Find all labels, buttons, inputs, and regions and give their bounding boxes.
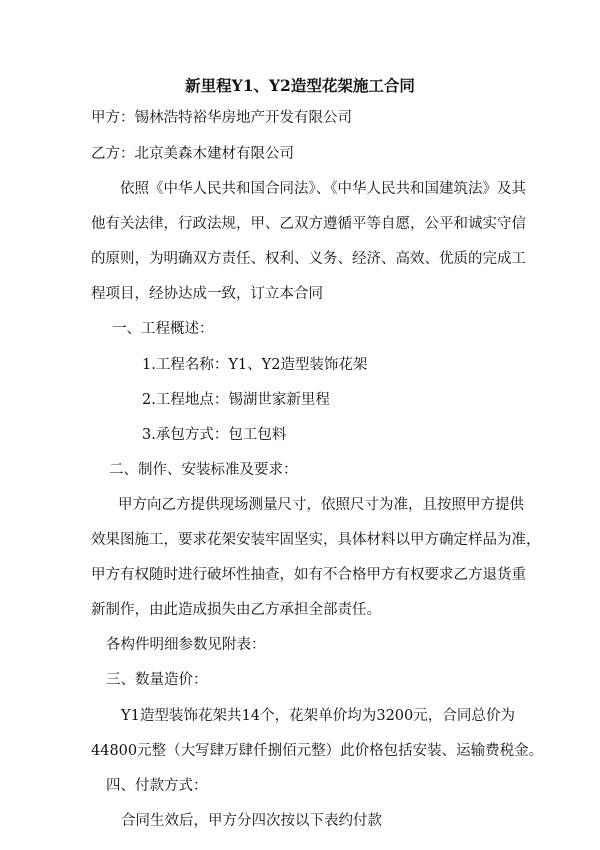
preamble-line-1: 依照《中华人民共和国合同法》、《中华人民共和国建筑法》及其 [120, 181, 526, 197]
section-2-note: 各构件明细参数见附表： [106, 637, 266, 653]
section-1-item-3: 3.承包方式：包工包料 [142, 427, 287, 443]
section-2-heading: 二、制作、安装标准及要求： [109, 462, 298, 478]
section-3-heading: 三、数量造价： [106, 672, 208, 688]
preamble-line-4: 程项目，经协达成一致，订立本合同 [91, 286, 323, 302]
section-2-line-2: 效果图施工，要求花架安装牢固坚实，具体材料以甲方确定样品为准， [91, 532, 541, 548]
section-2-line-4: 新制作，由此造成损失由乙方承担全部责任。 [91, 602, 381, 618]
section-1-item-2: 2.工程地点：锡湖世家新里程 [142, 392, 330, 408]
preamble-line-2: 他有关法律，行政法规，甲、乙双方遵循平等自愿，公平和诚实守信 [91, 216, 526, 232]
section-3-line-1: Y1造型装饰花架共14个，花架单价均为3200元，合同总价为 [121, 708, 515, 724]
section-1-heading: 一、工程概述： [112, 321, 214, 337]
preamble-line-3: 的原则，为明确双方责任、权利、义务、经济、高效、优质的完成工 [91, 251, 526, 267]
party-a: 甲方：锡林浩特裕华房地产开发有限公司 [91, 110, 352, 126]
section-2-line-1: 甲方向乙方提供现场测量尺寸，依照尺寸为准，且按照甲方提供 [118, 497, 524, 513]
document-title: 新里程Y1、Y2造型花架施工合同 [185, 76, 415, 95]
section-3-line-2: 44800元整（大写肆万肆仟捌佰元整）此价格包括安装、运输费税金。 [91, 743, 544, 759]
section-4-heading: 四、付款方式： [106, 778, 208, 794]
section-2-line-3: 甲方有权随时进行破坏性抽查，如有不合格甲方有权要求乙方退货重 [91, 567, 526, 583]
section-4-paragraph: 合同生效后，甲方分四次按以下表约付款 [121, 813, 382, 829]
section-1-item-1: 1.工程名称：Y1、Y2造型装饰花架 [142, 357, 368, 373]
party-b: 乙方：北京美森木建材有限公司 [91, 146, 294, 162]
